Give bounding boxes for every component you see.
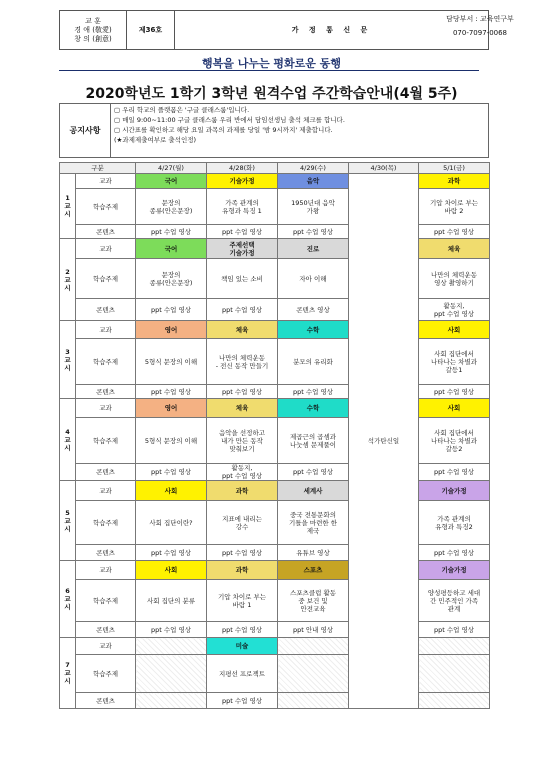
row-label: 교과 bbox=[76, 481, 136, 501]
subject-cell: 사회 bbox=[136, 481, 207, 501]
subject-cell: 영어 bbox=[136, 321, 207, 339]
table-row bbox=[60, 299, 490, 321]
subject-cell: 과학 bbox=[207, 561, 278, 580]
content-cell: ppt 수업 영상 bbox=[136, 385, 207, 399]
row-label: 교과 bbox=[76, 321, 136, 339]
subject-cell: 국어 bbox=[136, 239, 207, 259]
row-label: 콘텐츠 bbox=[76, 693, 136, 709]
row-label: 콘텐츠 bbox=[76, 622, 136, 638]
topic-cell: 나만의 체력운동 - 전신 동작 만들기 bbox=[207, 339, 278, 385]
row-label: 콘텐츠 bbox=[76, 545, 136, 561]
table-row bbox=[60, 259, 490, 299]
page-title: 2020학년도 1학기 3학년 원격수업 주간학습안내(4월 5주) bbox=[85, 86, 458, 102]
topic-cell: 5형식 문장의 이해 bbox=[136, 418, 207, 464]
subject-cell: 스포츠 bbox=[278, 561, 349, 580]
content-cell: ppt 수업 영상 bbox=[136, 545, 207, 561]
subject-cell: 진로 bbox=[278, 239, 349, 259]
content-cell: ppt 수업 영상 bbox=[207, 622, 278, 638]
topic-cell: 나만의 체력운동 영상 촬영하기 bbox=[419, 259, 490, 299]
notice-line: ▢ 시간표를 확인하고 해당 요일 과목의 과제를 당일 '밤 9시까지' 제출합니다. bbox=[114, 126, 333, 134]
topic-cell: 제곱근의 곱셈과 나눗셈 문제풀이 bbox=[278, 418, 349, 464]
content-cell: ppt 수업 영상 bbox=[136, 464, 207, 481]
subject-cell: 사회 bbox=[419, 399, 490, 418]
table-row bbox=[60, 622, 490, 638]
header-category: 구분 bbox=[60, 163, 136, 174]
subject-cell: 기술가정 bbox=[207, 174, 278, 189]
row-label: 교과 bbox=[76, 561, 136, 580]
row-label: 학습주제 bbox=[76, 418, 136, 464]
topic-cell: 기압 차이로 부는 바람 2 bbox=[419, 189, 490, 225]
content-cell bbox=[419, 693, 490, 709]
row-label: 교과 bbox=[76, 638, 136, 655]
table-row bbox=[60, 399, 490, 418]
header-day: 4/30(목) bbox=[349, 163, 419, 174]
notice-box bbox=[59, 103, 489, 158]
newsletter-title: 가 정 통 신 문 bbox=[175, 11, 489, 50]
subject-cell: 수학 bbox=[278, 321, 349, 339]
newsletter-header bbox=[59, 10, 489, 50]
weekly-schedule-table bbox=[59, 162, 490, 709]
table-row bbox=[60, 174, 490, 189]
topic-cell: 중국 전통문화의 기틀을 마련한 한 제국 bbox=[278, 501, 349, 545]
period-label: 2 교 시 bbox=[60, 239, 76, 321]
issue-number: 제36호 bbox=[127, 11, 175, 50]
content-cell: ppt 수업 영상 bbox=[136, 622, 207, 638]
content-cell: ppt 수업 영상 bbox=[136, 225, 207, 239]
subject-cell: 미술 bbox=[207, 638, 278, 655]
topic-cell: 문장의 종류(안은문장) bbox=[136, 259, 207, 299]
motto-line-3: 창 의 (創意) bbox=[74, 34, 112, 43]
topic-cell: 지표에 내리는 강수 bbox=[207, 501, 278, 545]
content-cell: ppt 수업 영상 bbox=[207, 225, 278, 239]
period-label: 5 교 시 bbox=[60, 481, 76, 561]
subject-cell: 체육 bbox=[207, 321, 278, 339]
content-cell: ppt 수업 영상 bbox=[207, 545, 278, 561]
table-row bbox=[60, 481, 490, 501]
notice-line: ▢ 우리 학교의 플랫폼은 '구글 클래스룸'입니다. bbox=[114, 106, 250, 114]
subject-cell: 음악 bbox=[278, 174, 349, 189]
content-cell: ppt 수업 영상 bbox=[278, 464, 349, 481]
school-slogan: 행복을 나누는 평화로운 동행 bbox=[202, 57, 341, 70]
table-row bbox=[60, 239, 490, 259]
content-cell: ppt 수업 영상 bbox=[207, 299, 278, 321]
content-cell bbox=[278, 693, 349, 709]
notice-label: 공지사항 bbox=[60, 104, 111, 158]
notice-line: ▢ 매일 9:00~11:00 구글 클래스룸 우리 반에서 담임선생님 출석 체크를 합니다. bbox=[114, 116, 345, 124]
table-row bbox=[60, 385, 490, 399]
topic-cell: 문장의 종류(안은문장) bbox=[136, 189, 207, 225]
subject-cell: 수학 bbox=[278, 399, 349, 418]
subject-cell bbox=[136, 638, 207, 655]
subject-cell: 체육 bbox=[207, 399, 278, 418]
motto-line-2: 경 애 (敬愛) bbox=[74, 25, 112, 34]
subject-cell: 사회 bbox=[136, 561, 207, 580]
content-cell: ppt 수업 영상 bbox=[136, 299, 207, 321]
row-label: 학습주제 bbox=[76, 259, 136, 299]
notice-content bbox=[111, 104, 489, 158]
row-label: 학습주제 bbox=[76, 339, 136, 385]
row-label: 학습주제 bbox=[76, 501, 136, 545]
table-row bbox=[60, 545, 490, 561]
subject-cell: 영어 bbox=[136, 399, 207, 418]
topic-cell: 사회 집단에서 나타나는 차별과 갈등1 bbox=[419, 339, 490, 385]
table-row bbox=[60, 321, 490, 339]
period-label: 4 교 시 bbox=[60, 399, 76, 481]
row-label: 학습주제 bbox=[76, 580, 136, 622]
content-cell: 유튜브 영상 bbox=[278, 545, 349, 561]
content-cell: ppt 수업 영상 bbox=[278, 225, 349, 239]
period-label: 7 교 시 bbox=[60, 638, 76, 709]
topic-cell: 사회 집단에서 나타나는 차별과 갈등2 bbox=[419, 418, 490, 464]
subject-cell: 체육 bbox=[419, 239, 490, 259]
topic-cell: 사회 집단의 분류 bbox=[136, 580, 207, 622]
dept-phone: 070-7097-0068 bbox=[452, 29, 508, 37]
content-cell: ppt 안내 영상 bbox=[278, 622, 349, 638]
content-cell bbox=[136, 693, 207, 709]
topic-cell: 5형식 문장의 이해 bbox=[136, 339, 207, 385]
topic-cell: 책임 있는 소비 bbox=[207, 259, 278, 299]
row-label: 교과 bbox=[76, 399, 136, 418]
topic-cell: 사회 집단이란? bbox=[136, 501, 207, 545]
subject-cell: 과학 bbox=[207, 481, 278, 501]
topic-cell: 기압 차이로 부는 바람 1 bbox=[207, 580, 278, 622]
period-label: 1 교 시 bbox=[60, 174, 76, 239]
holiday-cell: 석가탄신일 bbox=[349, 174, 419, 709]
topic-cell bbox=[136, 655, 207, 693]
topic-cell: 1950년대 음악 가왕 bbox=[278, 189, 349, 225]
row-label: 교과 bbox=[76, 174, 136, 189]
period-label: 6 교 시 bbox=[60, 561, 76, 638]
header-day: 4/28(화) bbox=[207, 163, 278, 174]
dept-name: 담당부서 : 교육연구부 bbox=[446, 15, 514, 23]
table-row bbox=[60, 501, 490, 545]
row-label: 콘텐츠 bbox=[76, 385, 136, 399]
content-cell: ppt 수업 영상 bbox=[419, 225, 490, 239]
table-row bbox=[60, 418, 490, 464]
period-label: 3 교 시 bbox=[60, 321, 76, 399]
dept-box bbox=[435, 12, 525, 40]
header-day: 4/27(월) bbox=[136, 163, 207, 174]
header-day: 4/29(수) bbox=[278, 163, 349, 174]
row-label: 콘텐츠 bbox=[76, 464, 136, 481]
content-cell: ppt 수업 영상 bbox=[278, 385, 349, 399]
content-cell: ppt 수업 영상 bbox=[419, 464, 490, 481]
topic-cell: 가족 관계의 유형과 특징2 bbox=[419, 501, 490, 545]
topic-cell bbox=[419, 655, 490, 693]
row-label: 학습주제 bbox=[76, 655, 136, 693]
topic-cell: 음악을 선정하고 내가 만든 동작 맞춰보기 bbox=[207, 418, 278, 464]
subject-cell: 기술가정 bbox=[419, 481, 490, 501]
table-row bbox=[60, 655, 490, 693]
subject-cell: 주제선택 기술가정 bbox=[207, 239, 278, 259]
subject-cell: 기술가정 bbox=[419, 561, 490, 580]
table-row bbox=[60, 464, 490, 481]
subject-cell: 세계사 bbox=[278, 481, 349, 501]
subject-cell bbox=[278, 638, 349, 655]
subject-cell: 과학 bbox=[419, 174, 490, 189]
topic-cell bbox=[278, 655, 349, 693]
motto-line-1: 교 훈 bbox=[85, 16, 101, 25]
divider bbox=[59, 70, 479, 71]
content-cell: ppt 수업 영상 bbox=[207, 693, 278, 709]
topic-cell: 가족 관계의 유형과 특징 1 bbox=[207, 189, 278, 225]
table-row bbox=[60, 225, 490, 239]
school-motto-box bbox=[60, 11, 127, 50]
topic-cell: 자아 이해 bbox=[278, 259, 349, 299]
table-row bbox=[60, 580, 490, 622]
content-cell: ppt 수업 영상 bbox=[419, 385, 490, 399]
content-cell: ppt 수업 영상 bbox=[419, 622, 490, 638]
table-row bbox=[60, 693, 490, 709]
notice-line: (★과제제출여부로 출석인정) bbox=[114, 136, 197, 144]
content-cell: ppt 수업 영상 bbox=[207, 385, 278, 399]
topic-cell: 양성평등하고 세대 간 민주적인 가족 관계 bbox=[419, 580, 490, 622]
table-row bbox=[60, 638, 490, 655]
topic-cell: 지평선 프로젝트 bbox=[207, 655, 278, 693]
subject-cell: 국어 bbox=[136, 174, 207, 189]
row-label: 학습주제 bbox=[76, 189, 136, 225]
header-day: 5/1(금) bbox=[419, 163, 490, 174]
row-label: 콘텐츠 bbox=[76, 225, 136, 239]
content-cell: 활동지, ppt 수업 영상 bbox=[207, 464, 278, 481]
table-row bbox=[60, 561, 490, 580]
topic-cell: 스포츠클럽 활동 중 보건 및 안전교육 bbox=[278, 580, 349, 622]
table-row bbox=[60, 189, 490, 225]
topic-cell: 분모의 유리화 bbox=[278, 339, 349, 385]
content-cell: ppt 수업 영상 bbox=[419, 545, 490, 561]
content-cell: 콘텐츠 영상 bbox=[278, 299, 349, 321]
table-row bbox=[60, 339, 490, 385]
content-cell: 활동지, ppt 수업 영상 bbox=[419, 299, 490, 321]
subject-cell bbox=[419, 638, 490, 655]
row-label: 콘텐츠 bbox=[76, 299, 136, 321]
row-label: 교과 bbox=[76, 239, 136, 259]
subject-cell: 사회 bbox=[419, 321, 490, 339]
